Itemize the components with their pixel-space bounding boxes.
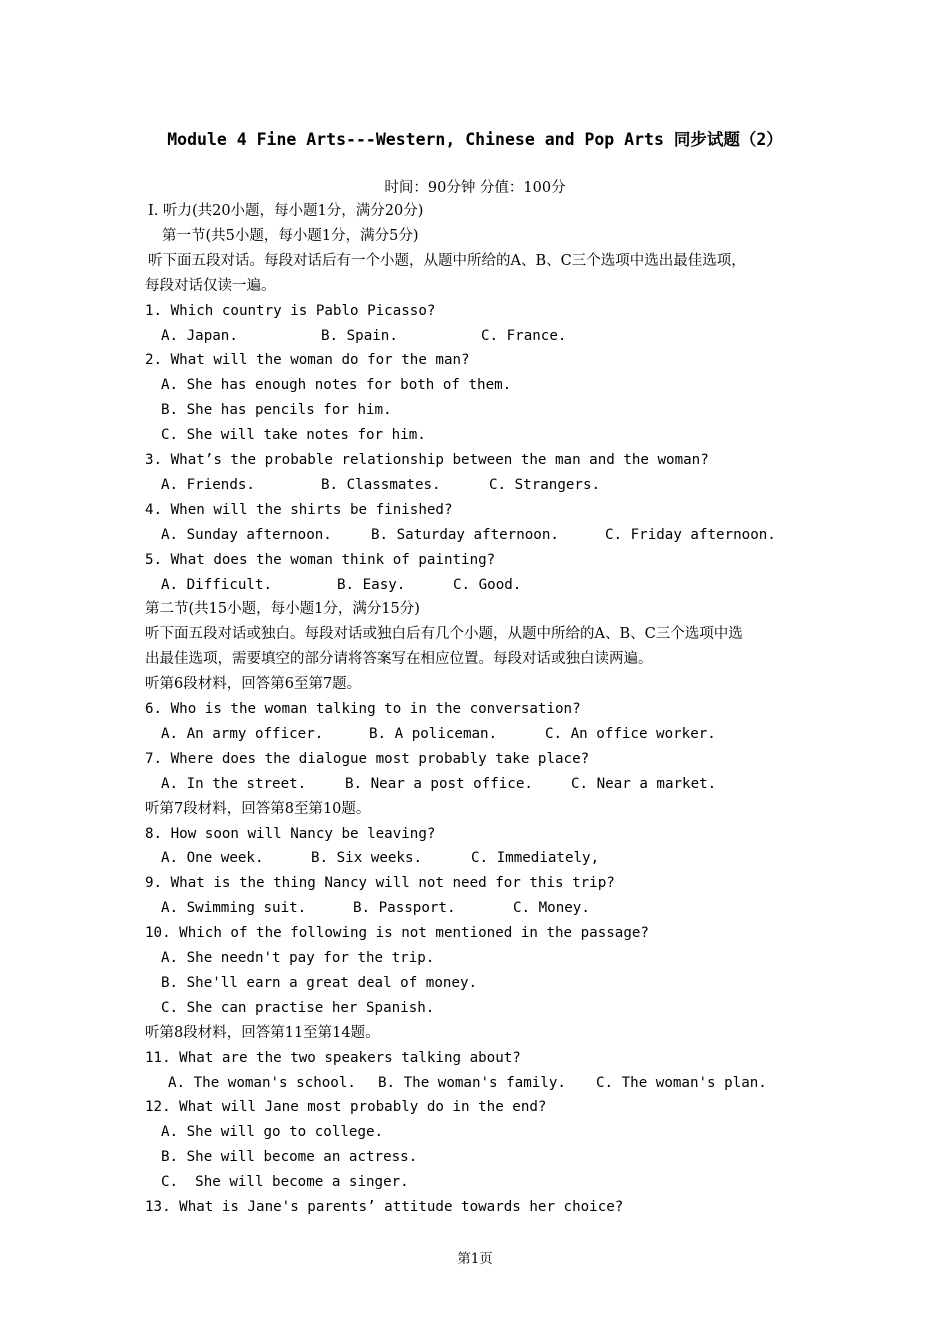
answer-option: C. Near a market. [571,775,717,792]
answer-option: A. An army officer. [161,725,324,742]
answer-option: A. Difficult. [161,576,273,593]
exam-meta: 时间：90分钟 分值：100分 [384,180,566,196]
answer-option: C. Friday afternoon. [605,526,776,543]
question-text: 10. Which of the following is not mentioned in the passage? [145,925,649,942]
answer-option: A. Friends. [161,476,255,493]
answer-option: A. One week. [161,850,264,867]
question-text: 9. What is the thing Nancy will not need for this trip? [145,875,615,892]
answer-option: B. Saturday afternoon. [371,526,559,543]
answer-option: A. The woman's school. [168,1074,356,1091]
question-text: 12. What will Jane most probably do in the end? [145,1099,547,1116]
answer-option: A. In the street. [161,775,307,792]
answer-option: A. Swimming suit. [161,900,307,917]
answer-option: B. Spain. [321,327,398,344]
answer-option: C. She can practise her Spanish. [161,999,435,1016]
question-text: 2. What will the woman do for the man? [145,352,470,369]
answer-options [161,846,599,870]
answer-options [161,573,521,597]
answer-option: A. She needn't pay for the trip. [161,950,435,966]
section-instruction: 第一节(共5小题，每小题1分，满分5分) [162,227,419,244]
answer-option: B. The woman's family. [378,1074,566,1091]
section-instruction: 第二节(共15小题，每小题1分，满分15分) [145,601,420,618]
question-text: 4. When will the shirts be finished? [145,501,453,518]
answer-option: A. She will go to college. [161,1124,384,1141]
answer-option: C. Strangers. [489,476,601,493]
answer-option: B. Six weeks. [311,850,423,867]
section-instruction: 听下面五段对话。每段对话后有一个小题，从题中所给的A、B、C三个选项中选出最佳选项， [148,252,746,269]
section-instruction: 听第6段材料，回答第6至第7题。 [145,676,362,693]
question-text: 8. How soon will Nancy be leaving? [145,825,436,842]
answer-option: C. She will take notes for him. [161,427,426,444]
section-instruction: 听下面五段对话或独白。每段对话或独白后有几个小题，从题中所给的A、B、C三个选项中选 [145,626,743,643]
answer-option: B. She has pencils for him. [161,402,392,419]
section-instruction: 听第7段材料，回答第8至第10题。 [145,800,371,817]
answer-options [161,722,716,746]
answer-option: A. She has enough notes for both of them. [161,377,512,394]
answer-option: B. She'll earn a great deal of money. [161,974,478,991]
answer-option: C. The woman's plan. [596,1074,767,1091]
answer-options [161,324,566,348]
answer-option: B. Easy. [337,576,406,593]
answer-option: C. France. [481,327,567,344]
answer-options [161,473,600,497]
answer-option: B. A policeman. [369,725,498,742]
answer-option: B. Classmates. [321,476,441,493]
question-text: 3. What’s the probable relationship between the man and the woman? [145,452,709,468]
answer-options [168,1071,767,1095]
answer-option: C. She will become a singer. [161,1174,409,1191]
answer-options [161,772,716,796]
question-text: 1. Which country is Pablo Picasso? [145,302,436,319]
question-text: 6. Who is the woman talking to in the conversation? [145,701,581,717]
answer-option: C. Good. [453,576,522,593]
answer-option: B. Near a post office. [345,775,533,792]
answer-option: C. Immediately, [471,850,600,867]
answer-option: C. An office worker. [545,725,716,742]
document-title: Module 4 Fine Arts---Western, Chinese and Pop Arts 同步试题（2） [167,130,783,149]
answer-option: B. Passport. [353,900,456,917]
section-instruction: 出最佳选项，需要填空的部分请将答案写在相应位置。每段对话或独白读两遍。 [145,651,653,668]
answer-options [161,896,590,920]
answer-option: C. Money. [513,900,590,917]
answer-option: B. She will become an actress. [161,1149,418,1166]
section-instruction: 听第8段材料，回答第11至第14题。 [145,1024,380,1041]
question-text: 7. Where does the dialogue most probably take place? [145,750,590,767]
question-text: 11. What are the two speakers talking about? [145,1049,521,1066]
answer-option: A. Japan. [161,327,238,344]
page-number: 第1页 [457,1251,493,1267]
answer-options [161,523,776,547]
answer-option: A. Sunday afternoon. [161,526,332,543]
question-text: 5. What does the woman think of painting? [145,551,496,568]
section-instruction: 每段对话仅读一遍。 [145,277,276,294]
section-instruction: Ⅰ. 听力(共20小题，每小题1分，满分20分) [148,203,424,219]
question-text: 13. What is Jane's parents’ attitude towards her choice? [145,1199,624,1215]
